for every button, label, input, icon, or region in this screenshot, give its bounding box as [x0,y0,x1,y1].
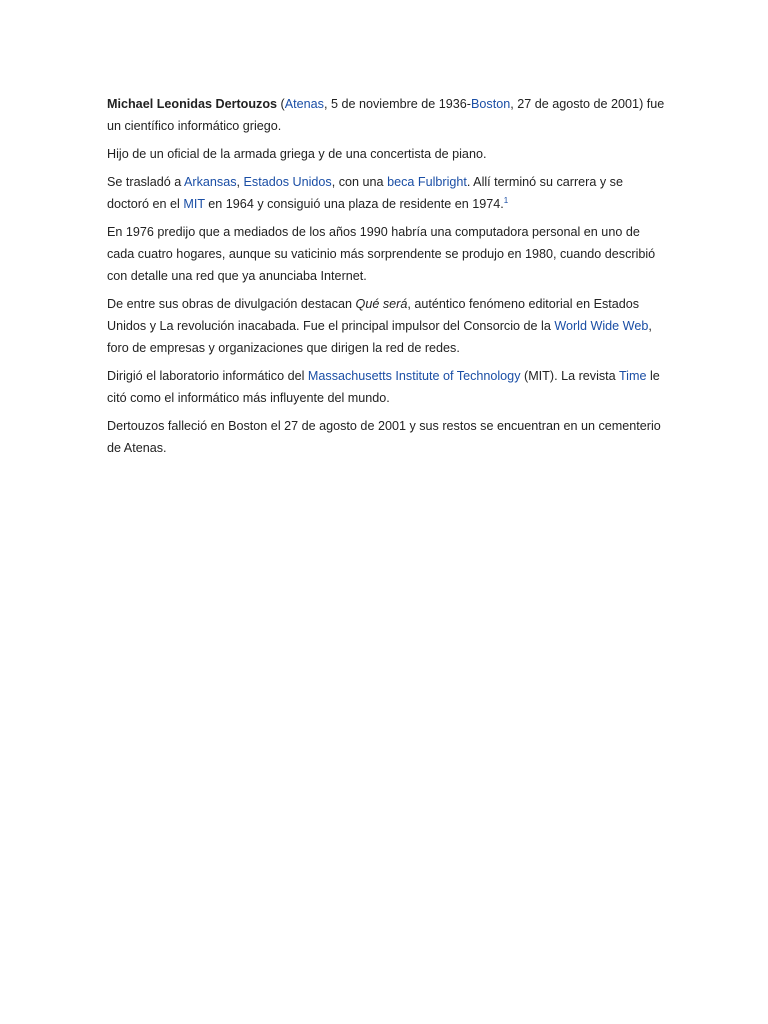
paragraph-intro [107,94,667,138]
text-fragment: Dirigió el laboratorio informático del [107,369,308,384]
paragraph-prediction: En 1976 predijo que a mediados de los años 1990 habría una computadora personal en uno de cada cuatro hogares, aunque su vaticinio más sorprendente se produjo en 1980, cuando describió con detalle una red que ya anunciaba Internet. [107,225,656,284]
text-fragment: , auténtico fenómeno editorial en Estados Unidos y La revolución inacabada. Fue el principal impulsor del Consorcio de la [107,297,640,334]
paragraph-education [107,172,667,216]
text-fragment: , [236,175,244,190]
paragraph-family: Hijo de un oficial de la armada griega y de una concertista de piano. [107,147,487,162]
link-boston[interactable]: Boston [471,97,511,111]
text-fragment: . Allí terminó su carrera y se doctoró en el [107,175,623,212]
text-fragment: , con una [331,175,388,190]
text-fragment: , 27 de agosto de 2001) fue un científico informático griego. [107,97,665,133]
article-body [107,94,667,466]
link-mit[interactable]: MIT [183,197,205,212]
book-title: Qué será [355,297,408,312]
text-fragment: De entre sus obras de divulgación destacan [107,297,356,312]
link-arkansas[interactable]: Arkansas [184,175,237,190]
reference-link[interactable]: 1 [503,196,509,205]
text-fragment: ( [277,97,285,111]
text-fragment: (MIT). La revista [520,369,619,384]
paragraph-death: Dertouzos falleció en Boston el 27 de agosto de 2001 y sus restos se encuentran en un cementerio de Atenas. [107,419,661,456]
link-time[interactable]: Time [618,369,647,384]
link-atenas[interactable]: Atenas [284,97,324,111]
text-fragment: , foro de empresas y organizaciones que dirigen la red de redes. [107,319,652,355]
link-massachusetts-institute-of-technology[interactable]: Massachusetts Institute of Technology [307,369,521,384]
link-beca-fulbright[interactable]: beca Fulbright [387,175,467,190]
paragraph-works [107,294,667,359]
paragraph-lab [107,366,667,410]
link-world-wide-web[interactable]: World Wide Web [554,319,649,334]
text-fragment: , 5 de noviembre de 1936- [323,97,471,111]
subject-name: Michael Leonidas Dertouzos [107,97,278,111]
link-estados-unidos[interactable]: Estados Unidos [243,175,332,190]
text-fragment: Se trasladó a [107,175,185,190]
text-fragment: en 1964 y consiguió una plaza de residente en 1974. [204,197,504,212]
text-fragment: le citó como el informático más influyente del mundo. [107,369,660,406]
